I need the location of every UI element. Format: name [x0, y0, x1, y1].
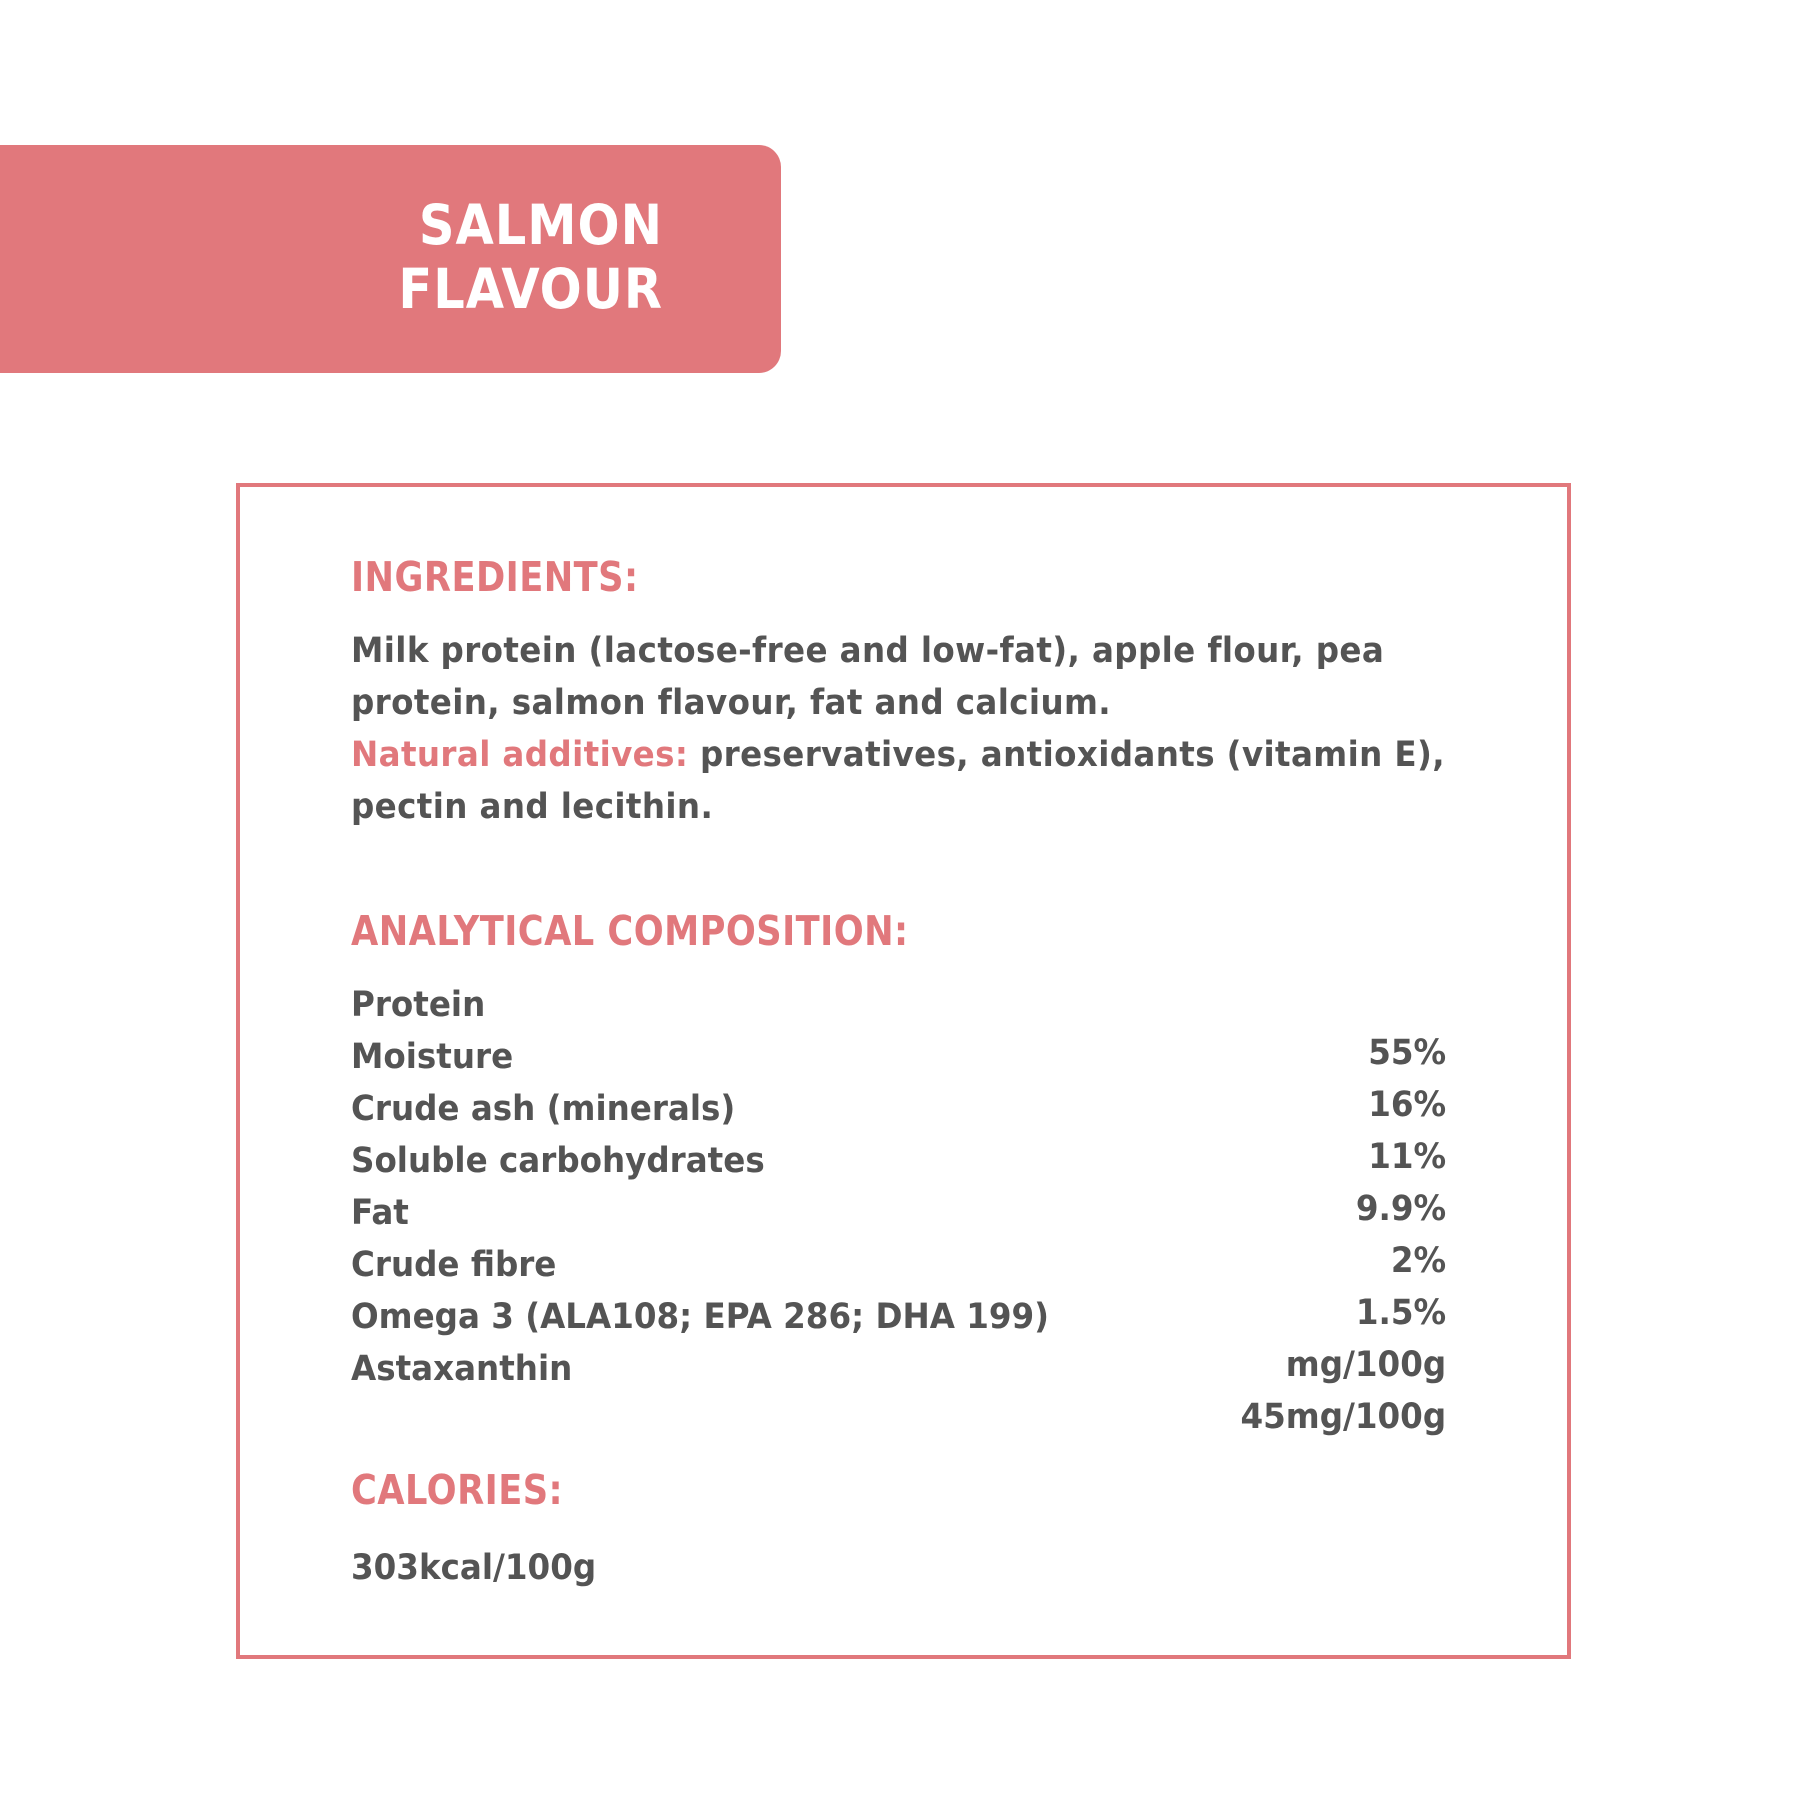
composition-value: 1.5%	[1355, 1293, 1446, 1333]
composition-value: mg/100g	[1285, 1345, 1446, 1385]
composition-label: Crude ash (minerals)	[351, 1089, 736, 1129]
composition-label: Crude fibre	[351, 1245, 557, 1285]
ingredients-heading: INGREDIENTS:	[351, 553, 639, 601]
composition-value: 55%	[1368, 1033, 1446, 1073]
composition-labels	[351, 979, 1102, 1395]
composition-value: 9.9%	[1355, 1189, 1446, 1229]
ingredients-line-2: protein, salmon flavour, fat and calcium.	[351, 683, 1112, 723]
calories-value: 303kcal/100g	[351, 1548, 597, 1588]
composition-label: Omega 3 (ALA108; EPA 286; DHA 199)	[351, 1297, 1050, 1337]
ingredients-text	[351, 625, 1491, 833]
composition-value: 45mg/100g	[1240, 1397, 1446, 1437]
natural-additives-label: Natural additives:	[351, 735, 689, 775]
composition-label: Moisture	[351, 1037, 514, 1077]
composition-label: Fat	[351, 1193, 409, 1233]
composition-label: Protein	[351, 985, 486, 1025]
composition-values	[1225, 1027, 1446, 1443]
natural-additives-text: preservatives, antioxidants (vitamin E),	[688, 735, 1445, 775]
composition-value: 11%	[1368, 1137, 1446, 1177]
flavour-title-line2: FLAVOUR	[398, 257, 663, 321]
composition-value: 2%	[1390, 1241, 1446, 1281]
flavour-tag	[0, 145, 781, 373]
ingredients-line-4: pectin and lecithin.	[351, 787, 714, 827]
composition-value: 16%	[1368, 1085, 1446, 1125]
flavour-title-line1: SALMON	[418, 193, 663, 257]
ingredients-additives-line	[351, 729, 1445, 781]
nutrition-info-box	[236, 483, 1571, 1659]
composition-label: Astaxanthin	[351, 1349, 573, 1389]
calories-heading: CALORIES:	[351, 1466, 564, 1514]
ingredients-line-1: Milk protein (lactose-free and low-fat), apple flour, pea	[351, 631, 1385, 671]
analytical-composition-heading: ANALYTICAL COMPOSITION:	[351, 907, 909, 955]
flavour-title	[398, 193, 663, 321]
composition-label: Soluble carbohydrates	[351, 1141, 765, 1181]
